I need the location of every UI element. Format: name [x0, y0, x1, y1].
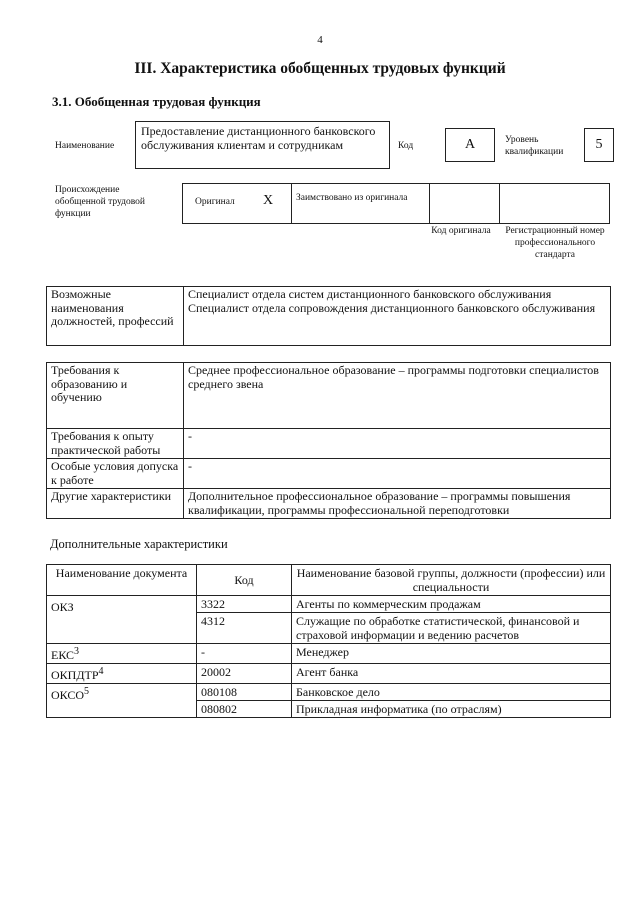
extra-title: Дополнительные характеристики [50, 537, 228, 551]
code-original-caption: Код оригинала [431, 226, 491, 236]
extra-code: 080802 [197, 701, 292, 718]
extra-doc-name: ЕКС [51, 648, 75, 662]
origin-divider [291, 184, 292, 223]
extra-doc-name: ОКПДТР [51, 668, 99, 682]
requirement-value: - [184, 459, 611, 489]
extra-code: 20002 [197, 664, 292, 684]
function-code-value: А [445, 128, 495, 162]
extra-name: Агенты по коммерческим продажам [292, 596, 611, 613]
extra-table [46, 564, 611, 718]
qualification-level-label: Уровень квалификации [505, 135, 564, 157]
qualification-level-value: 5 [584, 128, 614, 162]
position-line: Специалист отдела сопровождения дистанционного банковского обслуживания [188, 300, 596, 315]
requirement-value: Среднее профессиональное образование – программы подготовки специалистов среднего звена [184, 363, 611, 429]
extra-doc-cell [47, 644, 197, 664]
section-title: III. Характеристика обобщенных трудовых функций [134, 60, 506, 77]
requirement-label: Особые условия допуска к работе [47, 459, 184, 489]
position-line: Специалист отдела систем дистанционного банковского обслуживания [188, 287, 552, 301]
extra-doc-cell [47, 596, 197, 644]
extra-code: - [197, 644, 292, 664]
extra-code: 4312 [197, 613, 292, 644]
extra-header: Наименование базовой группы, должности (профессии) или специальности [292, 565, 611, 596]
positions-value [184, 287, 611, 346]
origin-divider [499, 184, 500, 223]
requirements-table [46, 362, 611, 519]
function-name-label: Наименование [55, 141, 115, 151]
subsection-title: 3.1. Обобщенная трудовая функция [52, 94, 261, 109]
reg-number-caption: Регистрационный номер профессионального стандарта [505, 226, 605, 260]
extra-name: Агент банка [292, 664, 611, 684]
extra-doc-name: ОКЗ [51, 600, 74, 614]
extra-header: Наименование документа [47, 565, 197, 596]
extra-name: Прикладная информатика (по отраслям) [292, 701, 611, 718]
extra-doc-footnote: 3 [74, 646, 80, 657]
extra-doc-cell [47, 664, 197, 684]
extra-doc-name: ОКСО [51, 688, 85, 702]
function-code-label: Код [398, 141, 414, 151]
origin-divider [429, 184, 430, 223]
page-number: 4 [317, 34, 323, 46]
origin-label: Происхождение обобщенной трудовой функции [55, 185, 145, 219]
function-name-value: Предоставление дистанционного банковского обслуживания клиентам и сотрудникам [135, 121, 390, 169]
extra-name: Менеджер [292, 644, 611, 664]
extra-doc-footnote: 4 [98, 666, 104, 677]
extra-code: 080108 [197, 684, 292, 701]
borrowed-label: Заимствовано из оригинала [296, 193, 408, 203]
extra-header: Код [197, 565, 292, 596]
requirement-label: Требования к образованию и обучению [47, 363, 184, 429]
requirement-label: Требования к опыту практической работы [47, 429, 184, 459]
extra-doc-cell [47, 684, 197, 718]
origin-row [182, 183, 610, 224]
positions-table [46, 286, 611, 346]
extra-name: Банковское дело [292, 684, 611, 701]
requirement-value: Дополнительное профессиональное образование – программы повышения квалификации, программы профессиональной переподготовки [184, 489, 611, 519]
original-label: Оригинал [195, 197, 235, 207]
positions-label: Возможные наименования должностей, профессий [47, 287, 184, 346]
requirement-label: Другие характеристики [47, 489, 184, 519]
original-mark: X [263, 193, 274, 208]
extra-doc-footnote: 5 [84, 686, 90, 697]
extra-code: 3322 [197, 596, 292, 613]
requirement-value: - [184, 429, 611, 459]
extra-name: Служащие по обработке статистической, финансовой и страховой информации и ведению расчетов [292, 613, 611, 644]
